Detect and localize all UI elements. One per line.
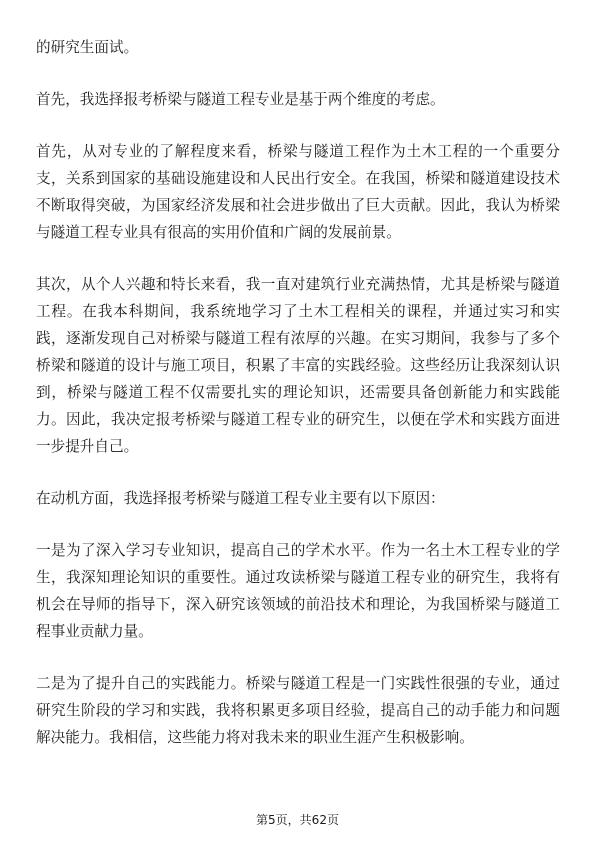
page-number-footer: 第5页，共62页	[256, 813, 339, 827]
paragraph-continuation: 的研究生面试。	[36, 39, 139, 56]
paragraph-motivation: 在动机方面，我选择报考桥梁与隧道工程专业主要有以下原因：	[36, 490, 445, 507]
paragraph-reason-two: 二是为了提升自己的实践能力。桥梁与隧道工程是一门实践性很强的专业，通过研究生阶段的学习和实践，我将积累更多项目经验，提高自己的动手能力和问题解决能力。我相信，这些能力将对我未来的职业生涯产生积极影响。	[36, 675, 560, 746]
paragraph-reason-one: 一是为了深入学习专业知识，提高自己的学术水平。作为一名土木工程专业的学生，我深知理论知识的重要性。通过攻读桥梁与隧道工程专业的研究生，我将有机会在导师的指导下，深入研究该领域的前沿技术和理论，为我国桥梁与隧道工程事业贡献力量。	[36, 542, 560, 640]
paragraph-intro: 首先，我选择报考桥梁与隧道工程专业是基于两个维度的考虑。	[36, 91, 445, 108]
paragraph-understanding: 首先，从对专业的了解程度来看，桥梁与隧道工程作为土木工程的一个重要分支，关系到国家的基础设施建设和人民出行安全。在我国，桥梁和隧道建设技术不断取得突破，为国家经济发展和社会进步做出了巨大贡献。因此，我认为桥梁与隧道工程专业具有很高的实用价值和广阔的发展前景。	[36, 143, 560, 241]
document-body	[36, 34, 560, 751]
paragraph-interest: 其次，从个人兴趣和特长来看，我一直对建筑行业充满热情，尤其是桥梁与隧道工程。在我本科期间，我系统地学习了土木工程相关的课程，并通过实习和实践，逐渐发现自己对桥梁与隧道工程有浓厚的兴趣。在实习期间，我参与了多个桥梁和隧道的设计与施工项目，积累了丰富的实践经验。这些经历让我深刻认识到，桥梁与隧道工程不仅需要扎实的理论知识，还需要具备创新能力和实践能力。因此，我决定报考桥梁与隧道工程专业的研究生，以便在学术和实践方面进一步提升自己。	[36, 276, 560, 455]
